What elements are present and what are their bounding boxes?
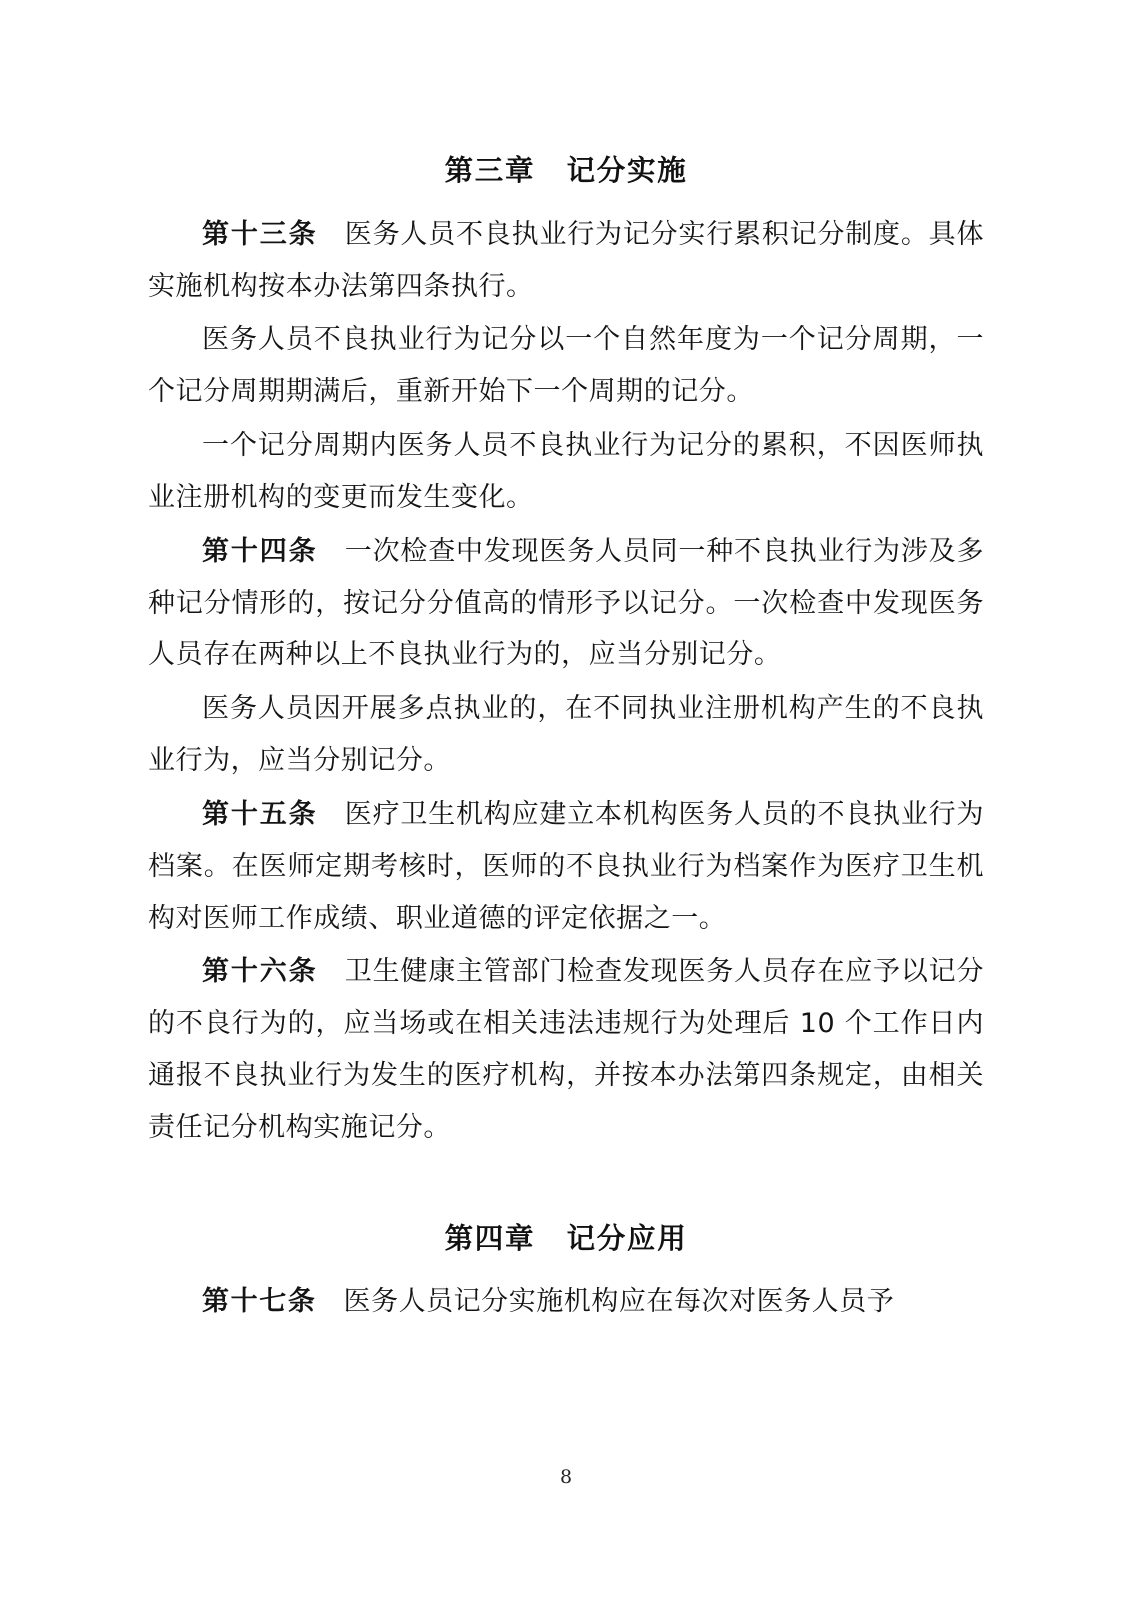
chapter-4-title: 记分应用 [566, 1221, 688, 1255]
page-number: 8 [559, 1466, 573, 1488]
paragraph-text: 医疗卫生机构应建立本机构医务人员的不良执业行为档案。在医师定期考核时，医师的不良执业行为档案作为医疗卫生机构对医师工作成绩、职业道德的评定依据之一。 [148, 798, 984, 934]
article-label-17: 第十七条 [202, 1286, 317, 1318]
paragraph-text: 医务人员因开展多点执业的，在不同执业注册机构产生的不良执业行为，应当分别记分。 [148, 693, 984, 777]
article-label-13: 第十三条 [202, 218, 318, 250]
paragraph-13-2 [148, 314, 984, 418]
paragraph-article-13 [148, 209, 984, 313]
paragraph-article-15 [148, 789, 984, 944]
paragraph-text: 医务人员不良执业行为记分实行累积记分制度。具体实施机构按本办法第四条执行。 [148, 218, 984, 302]
paragraph-14-2 [148, 683, 984, 787]
chapter-3-number: 第三章 [444, 154, 536, 187]
paragraph-text: 一个记分周期内医务人员不良执业行为记分的累积，不因医师执业注册机构的变更而发生变化。 [148, 430, 984, 513]
article-label-16: 第十六条 [202, 956, 318, 988]
paragraph-13-3 [148, 420, 984, 524]
chapter-4-heading [148, 1218, 984, 1261]
paragraph-article-16 [148, 946, 984, 1153]
paragraph-article-17 [148, 1276, 984, 1328]
chapter-3-title: 记分实施 [566, 154, 688, 187]
paragraph-text: 一次检查中发现医务人员同一种不良执业行为涉及多种记分情形的，按记分分值高的情形予以记分。一次检查中发现医务人员存在两种以上不良执业行为的，应当分别记分。 [148, 535, 984, 671]
article-label-15: 第十五条 [202, 798, 318, 830]
section-spacer [148, 1156, 984, 1196]
paragraph-article-14 [148, 526, 984, 681]
paragraph-text: 医务人员不良执业行为记分以一个自然年度为一个记分周期，一个记分周期期满后，重新开始下一个周期的记分。 [148, 324, 984, 408]
chapter-3-heading [148, 150, 984, 193]
paragraph-text: 医务人员记分实施机构应在每次对医务人员予 [343, 1286, 895, 1318]
chapter-4-number: 第四章 [444, 1221, 536, 1255]
article-label-14: 第十四条 [202, 535, 318, 567]
paragraph-text: 卫生健康主管部门检查发现医务人员存在应予以记分的不良行为的，应当场或在相关违法违规行为处理后 10 个工作日内通报不良执业行为发生的医疗机构，并按本办法第四条规定，由相关责任记分机构实施记分。 [148, 956, 984, 1143]
